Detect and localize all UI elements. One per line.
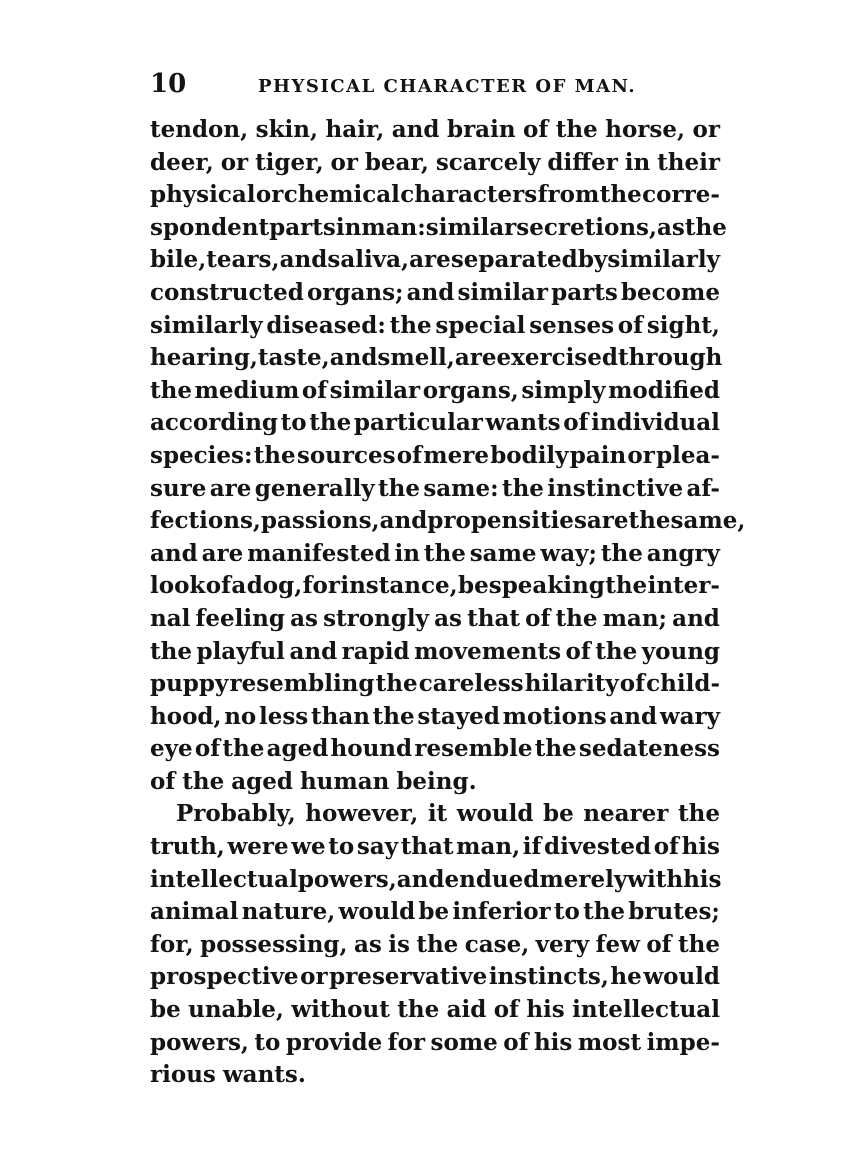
paragraph bbox=[150, 114, 746, 798]
text-line: animal nature, would be inferior to the brutes; bbox=[150, 898, 720, 926]
text-line: bile, tears, and saliva, are separated by similarly bbox=[150, 246, 720, 274]
paragraph bbox=[150, 798, 720, 1091]
running-title: PHYSICAL CHARACTER OF MAN. bbox=[258, 76, 637, 97]
text-line: the medium of similar organs, simply modified bbox=[150, 376, 720, 404]
text-line: hearing, taste, and smell, are exercised through bbox=[150, 344, 723, 372]
text-line: sure are generally the same: the instinctive af- bbox=[150, 474, 720, 502]
text-line: Probably, however, it would be nearer the bbox=[176, 800, 720, 828]
body-text bbox=[150, 114, 746, 1092]
text-line: tendon, skin, hair, and brain of the horse, or bbox=[150, 116, 720, 143]
text-line: and are manifested in the same way; the angry bbox=[150, 539, 720, 567]
text-line: for, possessing, as is the case, very few of the bbox=[150, 930, 720, 958]
text-line: eye of the aged hound resemble the sedateness bbox=[150, 735, 720, 763]
page-number: 10 bbox=[150, 69, 187, 99]
text-line: truth, were we to say that man, if divested of his bbox=[150, 833, 720, 861]
text-line: puppy resembling the careless hilarity of child- bbox=[150, 670, 720, 698]
text-line: nal feeling as strongly as that of the man; and bbox=[150, 604, 720, 632]
text-line: species: the sources of mere bodily pain or plea- bbox=[150, 441, 720, 469]
text-line: hood, no less than the stayed motions and wary bbox=[150, 702, 720, 730]
text-line: powers, to provide for some of his most impe- bbox=[150, 1028, 720, 1056]
text-line: of the aged human being. bbox=[150, 767, 477, 795]
text-line: spondent parts in man: similar secretions, as the bbox=[150, 213, 727, 241]
text-line: rious wants. bbox=[150, 1061, 306, 1089]
text-line: fections, passions, and propensities are the same, bbox=[150, 507, 746, 535]
text-line: be unable, without the aid of his intellectual bbox=[150, 996, 720, 1024]
text-line: intellectual powers, and endued merely with his bbox=[150, 865, 722, 893]
text-line: prospective or preservative instincts, he would bbox=[150, 963, 720, 991]
text-line: constructed organs; and similar parts become bbox=[150, 278, 720, 306]
text-line: according to the particular wants of individual bbox=[150, 409, 720, 437]
running-head bbox=[150, 66, 720, 106]
text-line: deer, or tiger, or bear, scarcely differ in their bbox=[150, 148, 720, 176]
text-line: the playful and rapid movements of the young bbox=[150, 637, 720, 665]
text-line: physical or chemical characters from the corre- bbox=[150, 181, 720, 209]
text-line: look of a dog, for instance, bespeaking the inter- bbox=[150, 572, 720, 600]
text-line: similarly diseased: the special senses of sight, bbox=[150, 311, 720, 339]
